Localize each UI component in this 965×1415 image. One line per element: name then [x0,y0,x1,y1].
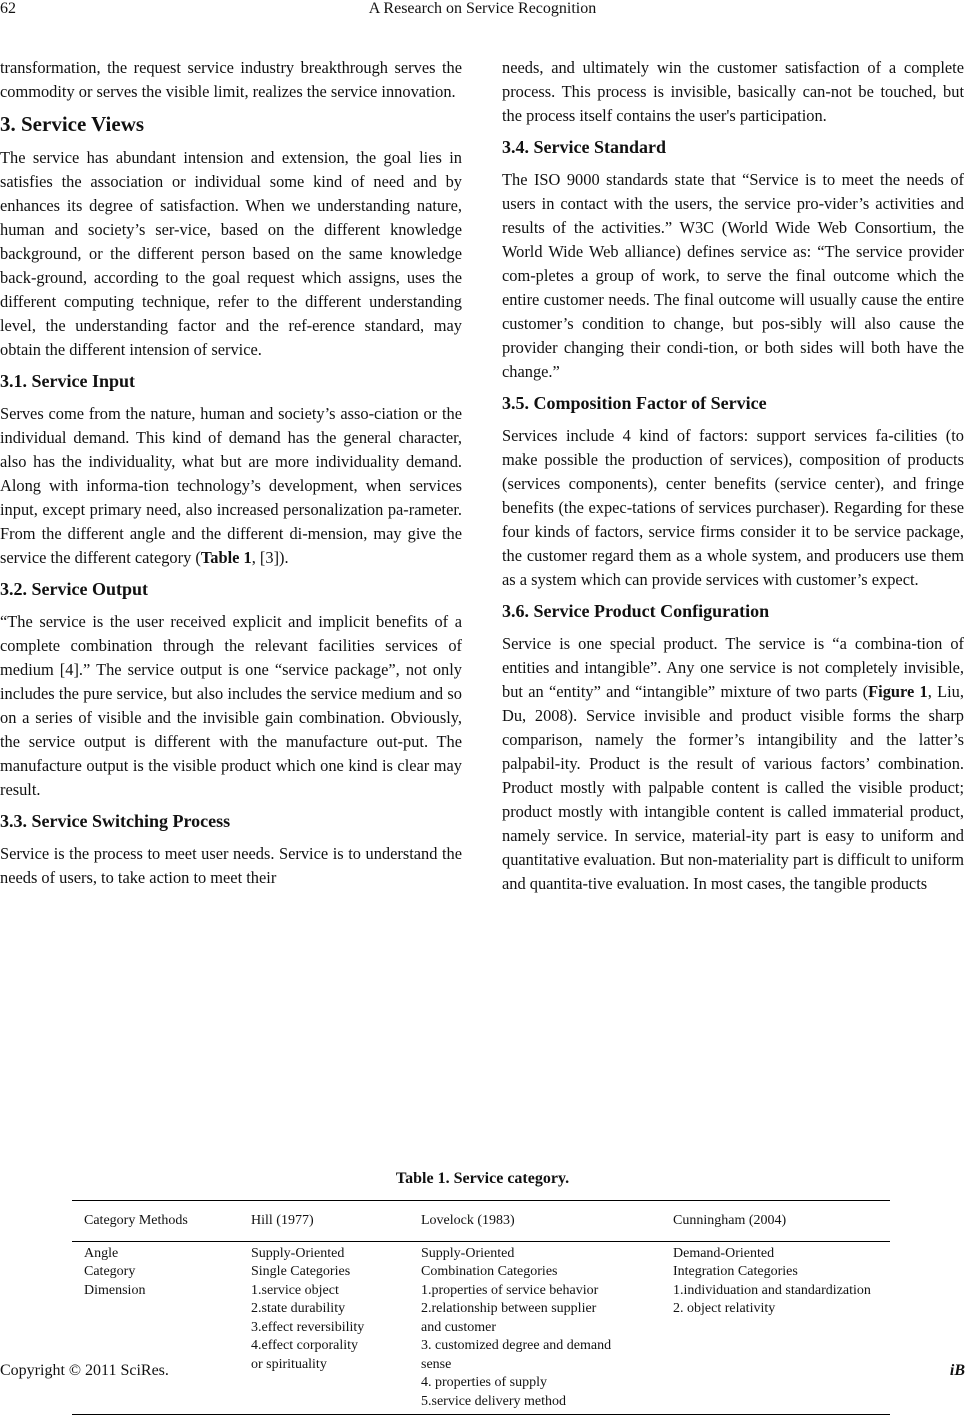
right-column [502,56,964,902]
product-configuration-paragraph: Service is one special product. The service is “a combina-tion of entities and intangible”. Any one service is not completely invisible, but an “entity” and “intangible” mixture of two parts (Figure 1, Liu, Du, 2008). Service invisible and product visible forms the sharp comparison, namely the former’s intangibility and the latter’s palpabil-ity. Product is the result of various factors’ combination. Product mostly with palpable content is called the visible product; product mostly with intangible content is called immaterial product, namely service. In service, material-ity part is easy to uniform and quantitative evaluation. But non-materiality part is difficult to uniform and quantita-tive evaluation. In most cases, the tangible products [502,634,964,893]
table-cell: Angle Category Dimension [72,1241,239,1415]
table-reference: Table 1 [200,548,252,567]
section-heading-service-input: 3.1. Service Input [0,371,135,391]
section-heading-service-standard: 3.4. Service Standard [502,137,666,157]
section-heading-product-configuration: 3.6. Service Product Configuration [502,601,770,621]
figure-reference: Figure 1 [868,682,928,701]
table-cell: Demand-Oriented Integration Categories 1.individuation and standardization 2. object relativity [661,1241,890,1415]
section-heading-service-views: 3. Service Views [0,112,145,136]
section-heading-service-switching: 3.3. Service Switching Process [0,811,231,831]
table-header-cell: Category Methods [72,1201,239,1242]
table-header-cell: Cunningham (2004) [661,1201,890,1242]
table-caption: Table 1. Service category. [395,1170,570,1187]
table-header-cell: Hill (1977) [239,1201,409,1242]
table-row [72,1241,890,1415]
service-output-paragraph: “The service is the user received explicit and implicit benefits of a complete combination through the relevant facilities services of medium [4].” The service output is one “service package”, not only includes the pure service, but also includes the service medium and so on a series of visible and the invisible gain combination. Obviously, the service output is different with the manufacture out-put. The manufacture output is the visible product which one kind is clear may result. [0,612,462,799]
journal-abbrev: iB [949,1362,965,1379]
section-heading-composition-factor: 3.5. Composition Factor of Service [502,393,767,413]
running-title: A Research on Service Recognition [368,0,597,17]
service-input-paragraph: Serves come from the nature, human and society’s asso-ciation or the individual demand. This kind of demand has the general character, also has the individuality, what but are more individuality demand. Along with informa-tion technology’s development, when services input, except primary need, also increased personalization pa-rameter. From the different angle and the different di-mension, may give the service the different category (Table 1, [3]). [0,404,462,567]
service-category-table [72,1200,890,1415]
service-standard-paragraph: The ISO 9000 standards state that “Service is to meet the needs of users in contact with the users, the service pro-vider’s activities and results of the activities.” W3C (World Wide Web Consortium, the World Wide Web alliance) defines service as: “The service provider com-pletes a group of work, to serve the final outcome which the entire customer needs. The final outcome will usually cause the entire customer’s condition to change, but pos-sibly will also cause the provider changing their condi-tion, or both sides will both have the change.” [502,170,964,381]
service-switching-paragraph: Service is the process to meet user needs. Service is to understand the needs of users, to take action to meet their [0,844,462,887]
composition-factor-paragraph: Services include 4 kind of factors: support services fa-cilities (to make possible the production of services), composition of products (services components), center benefits (service center), and fringe benefits (the expec-tations of services purchaser). Regarding for these four kinds of factors, service firms consider it to be service package, the customer regard them as a whole system, and producers use them as a system which can provide services with customer’s expect. [502,426,964,589]
continued-paragraph: needs, and ultimately win the customer satisfaction of a complete process. This process is invisible, basically can-not be touched, but the process itself contains the user's participation. [502,58,964,125]
page-number: 62 [0,0,16,17]
page-header [0,0,965,22]
table-header-cell: Lovelock (1983) [409,1201,661,1242]
table-header-row [72,1201,890,1242]
page-footer [0,1362,965,1380]
table-cell: Supply-Oriented Single Categories 1.service object 2.state durability 3.effect reversibility 4.effect corporality or spirituality [239,1241,409,1415]
service-views-paragraph: The service has abundant intension and extension, the goal lies in satisfies the association or individual some kind of need and by enhances its degree of satisfaction. When we understanding nature, human and society’s ser-vice, based on the different knowledge background, or the different person based on the same knowledge back-ground, according to the goal request which assigns, uses the different computing technique, refer to the different understanding level, the understanding factor and the ref-erence standard, may obtain the different intension of service. [0,148,462,359]
intro-paragraph: transformation, the request service industry breakthrough serves the commodity or serves the visible limit, realizes the service innovation. [0,58,462,101]
left-column [0,56,462,896]
copyright-text: Copyright © 2011 SciRes. [0,1362,169,1379]
section-heading-service-output: 3.2. Service Output [0,579,148,599]
table-cell: Supply-Oriented Combination Categories 1.properties of service behavior 2.relationship between supplier and customer 3. customized degree and demand sense 4. properties of supply 5.service delivery method [409,1241,661,1415]
